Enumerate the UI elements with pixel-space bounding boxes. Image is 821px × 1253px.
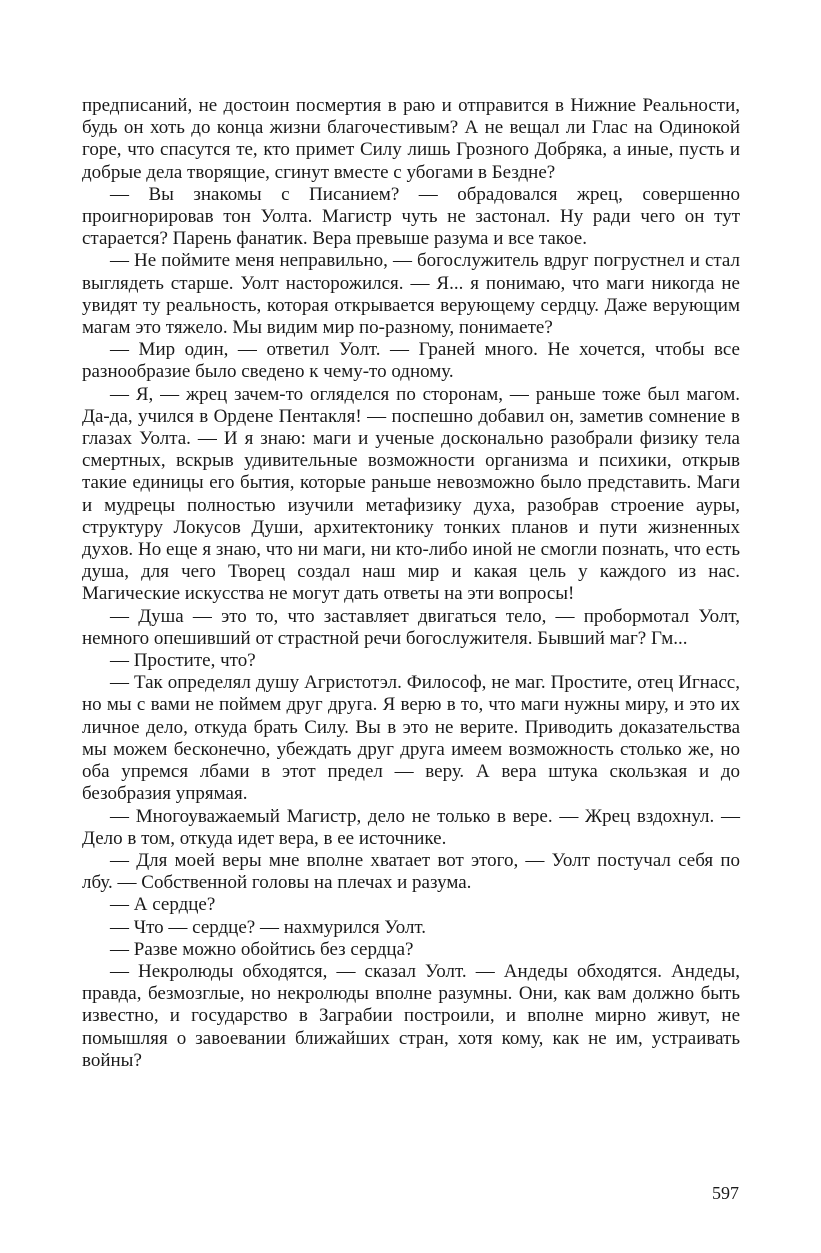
paragraph: — Простите, что? xyxy=(110,650,256,672)
paragraph: — Мир один, — ответил Уолт. — Граней много. Не хочется, чтобы все разнообразие было сведено к чему-то одному. xyxy=(82,339,740,383)
paragraph: — Разве можно обойтись без сердца? xyxy=(110,938,414,960)
paragraph: — Вы знакомы с Писанием? — обрадовался жрец, совершенно проигнорировав тон Уолта. Магистр чуть не застонал. Ну ради чего он тут старается? Парень фанатик. Вера превыше разума и все такое. xyxy=(82,183,740,250)
paragraph: — Я, — жрец зачем-то огляделся по сторонам, — раньше тоже был магом. Да-да, учился в Ордене Пентакля! — поспешно добавил он, заметив сомнение в глазах Уолта. — И я знаю: маги и ученые досконально разобрали физику тела смертных, вскрыв удивительные возможности организма и психики, открыв такие единицы его бытия, которые раньше невозможно было представить. Маги и мудрецы полностью изучили метафизику духа, разобрав строение ауры, структуру Локусов Души, архитектонику тонких планов и пути жизненных духов. Но еще я знаю, что ни маги, ни кто-либо иной не смогли познать, что есть душа, для чего Творец создал наш мир и какая цель у каждого из нас. Магические искусства не могут дать ответы на эти вопросы! xyxy=(82,383,740,605)
page-number: 597 xyxy=(712,1183,739,1203)
paragraph: — А сердце? xyxy=(110,894,216,916)
paragraph: — Для моей веры мне вполне хватает вот этого, — Уолт постучал себя по лбу. — Собственной головы на плечах и разума. xyxy=(82,849,740,894)
paragraph: — Что — сердце? — нахмурился Уолт. xyxy=(110,916,427,938)
paragraph-continuation: предписаний, не достоин посмертия в раю и отправится в Нижние Реальности, будь он хоть до конца жизни благочестивым? А не вещал ли Глас на Одинокой горе, что спасутся те, кто примет Силу лишь Грозного Добряка, а иные, пусть и добрые дела творящие, сгинут вместе с убогами в Бездне? xyxy=(82,95,740,183)
paragraph: — Некролюды обходятся, — сказал Уолт. — Андеды обходятся. Андеды, правда, безмозглые, но некролюды вполне разумны. Они, как вам должно быть известно, и государство в Заграбии построили, и вполне мирно живут, не помышляя о завоевании ближайших стран, хотя кому, как не им, устраивать войны? xyxy=(82,960,740,1071)
paragraph: — Многоуважаемый Магистр, дело не только в вере. — Жрец вздохнул. — Дело в том, откуда идет вера, в ее источнике. xyxy=(82,805,740,849)
paragraph: — Так определял душу Агристотэл. Философ, не маг. Простите, отец Игнасс, но мы с вами не поймем друг друга. Я верю в то, что маги нужны миру, и это их личное дело, откуда брать Силу. Вы в это не верите. Приводить доказательства мы можем бесконечно, убеждать друг друга имеем возможность столько же, но оба упремся лбами в этот предел — веру. А вера штука скользкая и до безобразия упрямая. xyxy=(82,672,740,805)
body-text xyxy=(82,95,740,1072)
paragraph: — Душа — это то, что заставляет двигаться тело, — пробормотал Уолт, немного опешивший от страстной речи богослужителя. Бывший маг? Гм... xyxy=(82,605,740,649)
paragraph: — Не поймите меня неправильно, — богослужитель вдруг погрустнел и стал выглядеть старше. Уолт насторожился. — Я... я понимаю, что маги никогда не увидят ту реальность, которая открывается верующему сердцу. Даже верующим магам это тяжело. Мы видим мир по-разному, понимаете? xyxy=(82,250,740,339)
